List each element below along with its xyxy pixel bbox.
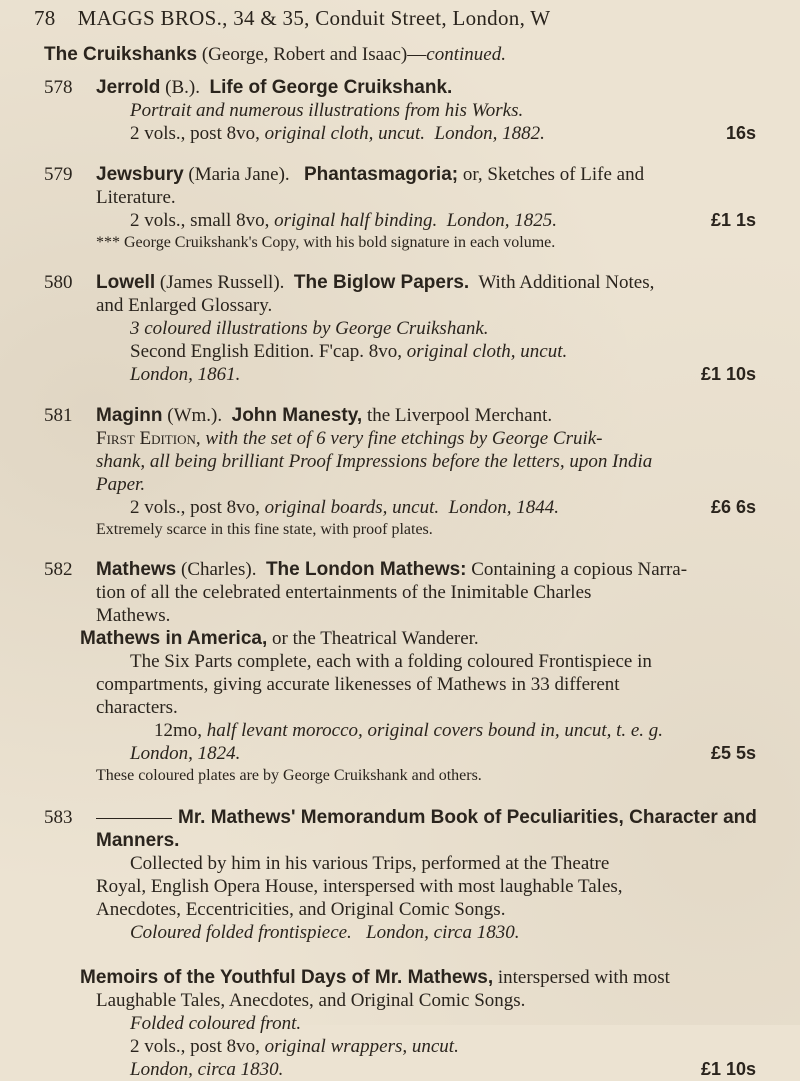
entry-title: Memoirs of the Youthful Days of Mr. Mathews, <box>80 967 494 988</box>
catalogue-entry-578: 578 Jerrold (B.). Life of George Cruikshank. Portrait and numerous illustrations from his Works. 2 vols., post 8vo, original cloth, uncut. London, 1882. 16s <box>34 76 786 145</box>
page-header <box>34 6 786 31</box>
entry-title: Life of George Cruikshank. <box>209 77 453 98</box>
entry-number: 580 <box>44 272 73 293</box>
entry-note: These coloured plates are by George Cruikshank and others. <box>96 767 482 784</box>
entry-number: 582 <box>44 559 73 580</box>
catalogue-entry-580: 580 Lowell (James Russell). The Biglow Papers. With Additional Notes, and Enlarged Glossary. 3 coloured illustrations by George Cruikshank. Second English Edition. F'cap. 8vo, original cloth, uncut. London, 1861. £1 10s <box>34 271 786 386</box>
catalogue-entry-memoirs: Memoirs of the Youthful Days of Mr. Mathews, interspersed with most Laughable Tales, Anecdotes, and Original Comic Songs. Folded coloured front. 2 vols., post 8vo, original wrappers, uncut. London, circa 1830. £1 10s <box>80 967 756 1080</box>
entry-note: *** George Cruikshank's Copy, with his bold signature in each volume. <box>96 234 556 251</box>
catalogue-entry-582: 582 Mathews (Charles). The London Mathews: Containing a copious Narra- tion of all the celebrated entertainments of the Inimitable Charles Mathews. Mathews in America, or the Theatrical Wanderer. The Six Parts complete, each with a folding coloured Frontispiece in compartments, giving accurate likenesses of Mathews in 33 different characters. 12mo, half levant morocco, original covers bound in, uncut, t. e. g. London, 1824. £5 5s These coloured plates are by George Cruikshank and others. <box>34 558 786 786</box>
entry-author: Lowell <box>96 272 156 293</box>
catalogue-entry-581: 581 Maginn (Wm.). John Manesty, the Liverpool Merchant. First Edition, with the set of 6 very fine etchings by George Cruik- shank, all being brilliant Proof Impressions before the letters, upon India Paper. 2 vols., post 8vo, original boards, uncut. London, 1844. £6 6s Extremely scarce in this fine state, with proof plates. <box>34 404 786 540</box>
section-heading <box>44 43 786 66</box>
entry-price: £1 10s <box>700 364 756 384</box>
page-number: 78 <box>34 6 56 30</box>
entry-author: Mathews <box>96 559 177 580</box>
header-title: MAGGS BROS., 34 & 35, Conduit Street, London, W <box>77 6 551 30</box>
entry-number: 583 <box>44 807 73 828</box>
catalogue-entry-583: 583 Mr. Mathews' Memorandum Book of Peculiarities, Character and Manners. Collected by him in his various Trips, performed at the Theatre Royal, English Opera House, interspersed with most laughable Tales, Anecdotes, Eccentricities, and Original Comic Songs. Coloured folded frontispiece. London, circa 1830. <box>34 806 786 944</box>
entry-author: Jewsbury <box>96 164 184 185</box>
entry-title: The London Mathews: <box>265 559 467 580</box>
entry-title: The Biglow Papers. <box>293 272 470 293</box>
entry-title: John Manesty, <box>231 405 363 426</box>
catalogue-entry-579: 579 Jewsbury (Maria Jane). Phantasmagoria; or, Sketches of Life and Literature. 2 vols., small 8vo, original half binding. London, 1825. £1 1s *** George Cruikshank's Copy, with his bold signature in each volume. <box>34 163 786 253</box>
entry-note: Extremely scarce in this fine state, with proof plates. <box>96 521 433 538</box>
entry-number: 581 <box>44 405 73 426</box>
entry-author: Maginn <box>96 405 163 426</box>
entry-price: 16s <box>725 123 756 143</box>
entry-number: 579 <box>44 164 73 185</box>
entry-author: Jerrold <box>96 77 161 98</box>
entry-price: £1 1s <box>710 210 756 230</box>
section-rest: (George, Robert and Isaac)— <box>201 44 427 65</box>
entry-number: 578 <box>44 77 73 98</box>
entry-price: £1 10s <box>700 1059 756 1079</box>
section-name: The Cruikshanks <box>44 44 198 65</box>
entry-price: £6 6s <box>710 497 756 517</box>
entry-title: Phantasmagoria; <box>303 164 459 185</box>
section-continued: continued. <box>426 44 506 65</box>
ditto-dash <box>96 818 172 819</box>
entry-price: £5 5s <box>710 743 756 763</box>
entry-title: Mr. Mathews' Memorandum Book of Peculiarities, Character and <box>178 807 757 828</box>
entry-subtitle: Mathews in America, <box>80 628 268 649</box>
